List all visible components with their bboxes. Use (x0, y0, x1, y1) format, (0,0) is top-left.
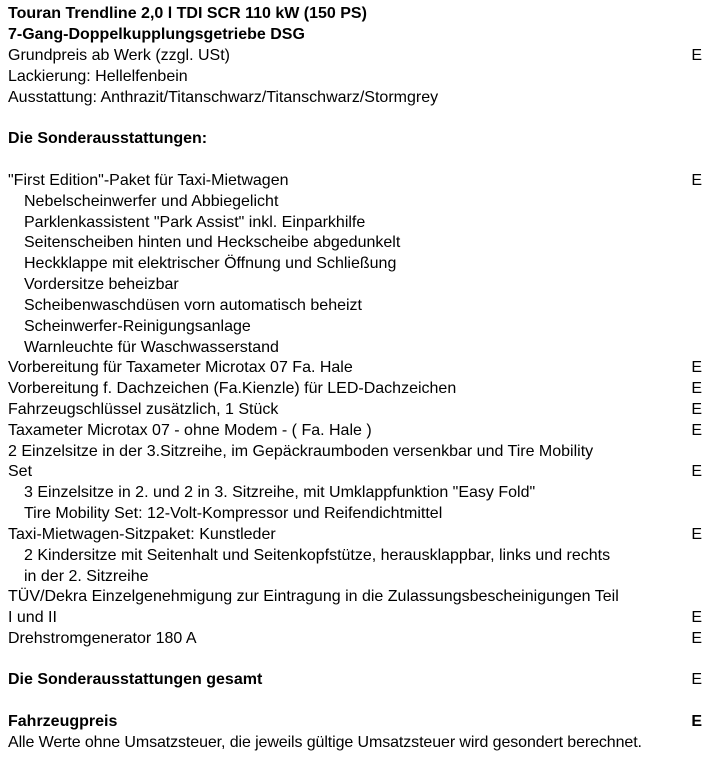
option-text: Nebelscheinwerfer und Abbiegelicht (24, 193, 279, 210)
option-text: 2 Einzelsitze in der 3.Sitzreihe, im Gepäckraumboden versenkbar und Tire Mobility (8, 443, 594, 460)
option-text: Vorbereitung f. Dachzeichen (Fa.Kienzle) für LED-Dachzeichen (8, 380, 457, 397)
option-text: I und II (8, 609, 57, 626)
option-mark: E (691, 463, 702, 480)
vehicle-price-line (8, 711, 704, 732)
option-text: Drehstromgenerator 180 A (8, 630, 197, 647)
option-mark: E (691, 630, 702, 647)
option-text: Tire Mobility Set: 12-Volt-Kompressor und Reifendichtmittel (24, 505, 443, 522)
option-text: 3 Einzelsitze in 2. und 2 in 3. Sitzreihe, mit Umklappfunktion "Easy Fold" (24, 484, 536, 501)
option-text: Set (8, 463, 33, 480)
base-price-mark: E (691, 47, 702, 64)
vehicle-price-mark: E (691, 713, 702, 730)
option-mark: E (691, 359, 702, 376)
options-total-mark: E (691, 671, 702, 688)
model-title-line (8, 3, 704, 24)
option-row (24, 232, 704, 253)
option-text: Vordersitze beheizbar (24, 276, 179, 293)
option-row (24, 295, 704, 316)
option-text: Heckklappe mit elektrischer Öffnung und Schließung (24, 255, 397, 272)
option-row (8, 607, 704, 628)
transmission-line (8, 24, 704, 45)
base-price-label: Grundpreis ab Werk (zzgl. USt) (8, 47, 230, 64)
option-row (24, 503, 704, 524)
option-row (24, 212, 704, 233)
option-row (8, 441, 704, 462)
option-row (24, 482, 704, 503)
option-text: TÜV/Dekra Einzelgenehmigung zur Eintragung in die Zulassungsbescheinigungen Teil (8, 588, 619, 605)
options-heading: Die Sonderausstattungen: (8, 130, 208, 147)
option-text: Scheibenwaschdüsen vorn automatisch beheizt (24, 297, 362, 314)
option-row (24, 566, 704, 587)
option-text: "First Edition"-Paket für Taxi-Mietwagen (8, 172, 289, 189)
option-row (8, 461, 704, 482)
option-row (8, 357, 704, 378)
option-text: Taxi-Mietwagen-Sitzpaket: Kunstleder (8, 526, 276, 543)
option-row (24, 337, 704, 358)
option-mark: E (691, 172, 702, 189)
option-text: Scheinwerfer-Reinigungsanlage (24, 318, 251, 335)
paint-text: Lackierung: Hellelfenbein (8, 68, 188, 85)
option-text: Fahrzeugschlüssel zusätzlich, 1 Stück (8, 401, 279, 418)
option-text: Parklenkassistent "Park Assist" inkl. Einparkhilfe (24, 214, 366, 231)
option-text: Warnleuchte für Waschwasserstand (24, 339, 279, 356)
interior-line (8, 87, 704, 108)
option-row (8, 586, 704, 607)
option-mark: E (691, 401, 702, 418)
transmission-title: 7-Gang-Doppelkupplungsgetriebe DSG (8, 26, 305, 43)
option-row (8, 628, 704, 649)
option-text: 2 Kindersitze mit Seitenhalt und Seitenkopfstütze, herausklappbar, links und rechts (24, 547, 611, 564)
option-row (24, 316, 704, 337)
option-mark: E (691, 526, 702, 543)
base-price-line (8, 45, 704, 66)
option-mark: E (691, 380, 702, 397)
paint-line (8, 66, 704, 87)
option-text: in der 2. Sitzreihe (24, 568, 149, 585)
option-row (8, 170, 704, 191)
option-text: Taxameter Microtax 07 - ohne Modem - ( Fa. Hale ) (8, 422, 372, 439)
option-row (24, 253, 704, 274)
option-text: Seitenscheiben hinten und Heckscheibe abgedunkelt (24, 234, 401, 251)
option-text: Vorbereitung für Taxameter Microtax 07 Fa. Hale (8, 359, 353, 376)
footnote-text: Alle Werte ohne Umsatzsteuer, die jeweils gültige Umsatzsteuer wird gesondert berechnet. (8, 734, 642, 751)
options-total-line (8, 669, 704, 690)
interior-text: Ausstattung: Anthrazit/Titanschwarz/Titanschwarz/Stormgrey (8, 89, 439, 106)
vehicle-price-label: Fahrzeugpreis (8, 713, 118, 730)
option-row (24, 274, 704, 295)
option-row (8, 524, 704, 545)
option-row (8, 378, 704, 399)
option-row (24, 545, 704, 566)
option-row (8, 420, 704, 441)
option-mark: E (691, 422, 702, 439)
option-row (24, 191, 704, 212)
options-heading-line (8, 128, 704, 149)
options-total-label: Die Sonderausstattungen gesamt (8, 671, 263, 688)
option-row (8, 399, 704, 420)
option-mark: E (691, 609, 702, 626)
model-title: Touran Trendline 2,0 l TDI SCR 110 kW (150 PS) (8, 5, 367, 22)
footnote-line (8, 732, 704, 753)
